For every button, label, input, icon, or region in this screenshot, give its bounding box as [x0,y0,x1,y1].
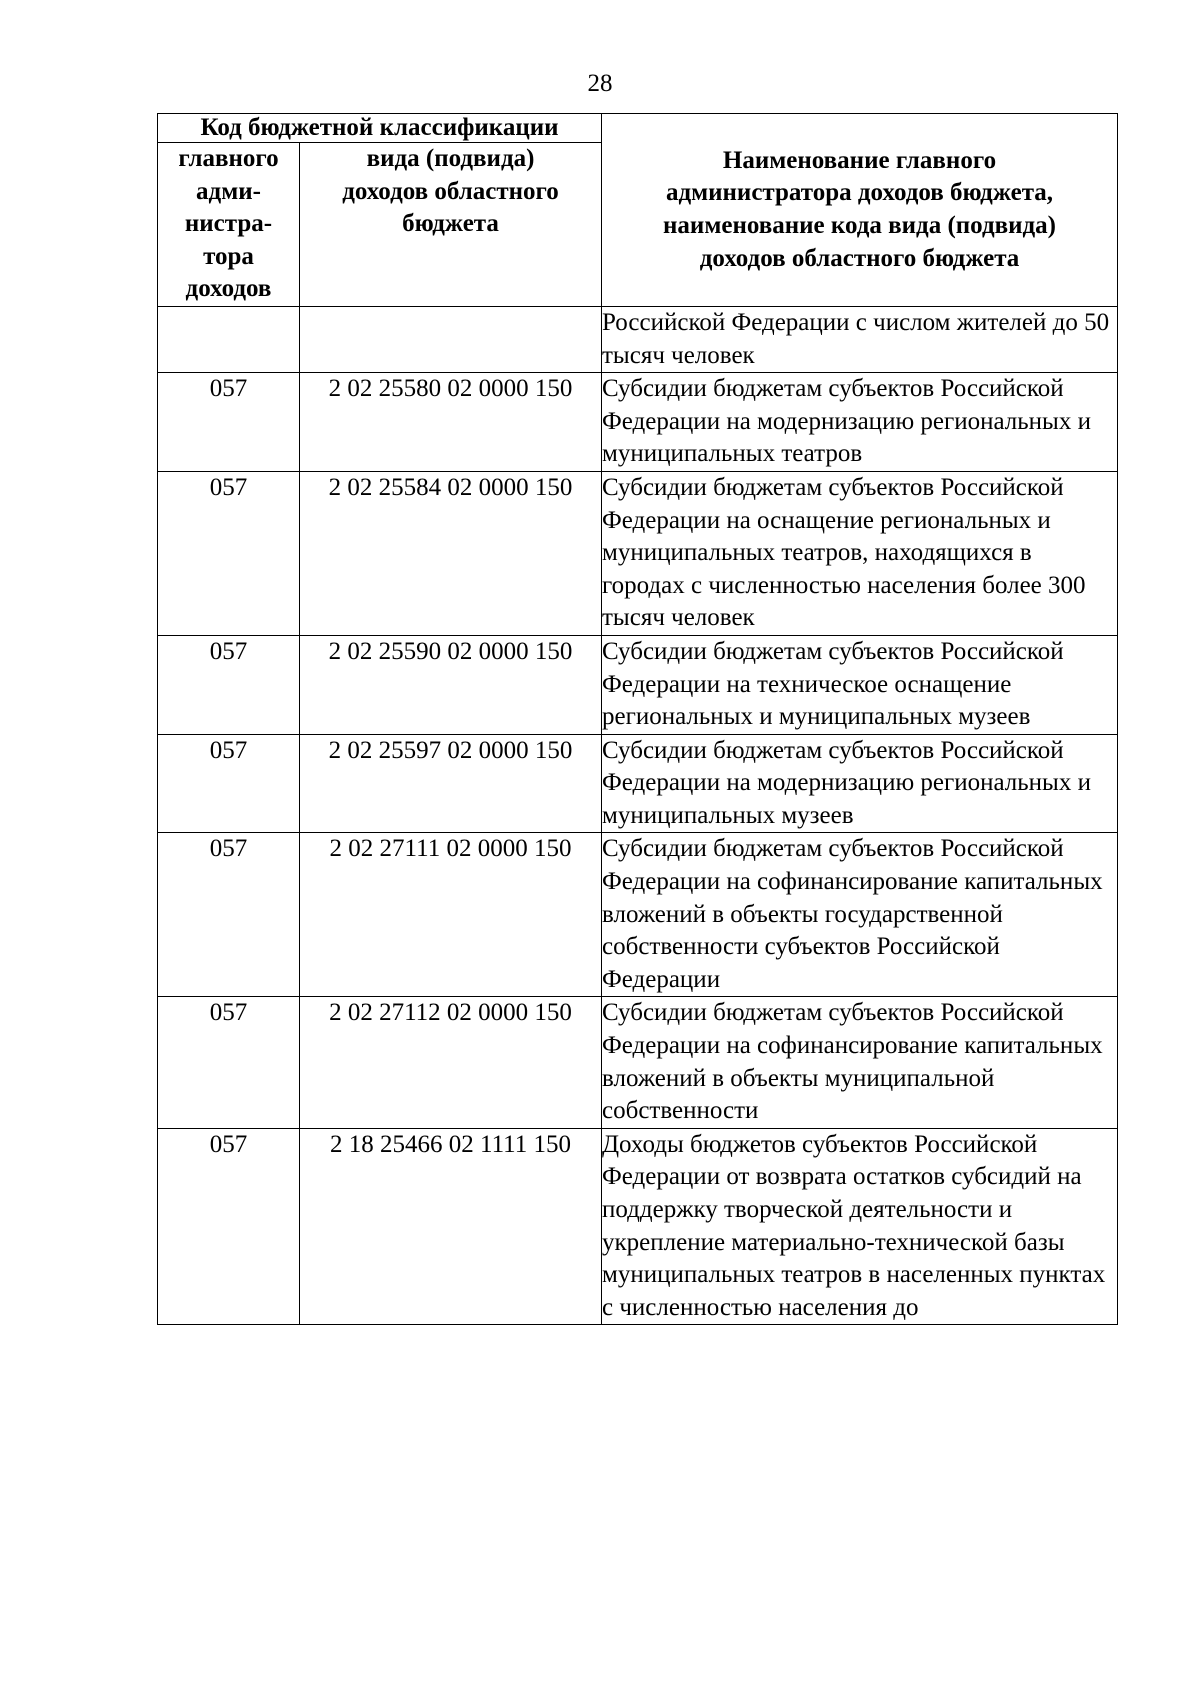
header-name-line: доходов областного бюджета [699,244,1020,272]
name-cell: Субсидии бюджетам субъектов Российской Федерации на оснащение региональных и муниципальных театров, находящихся в городах с численностью населения более 300 тысяч человек [602,471,1118,635]
name-cell: Субсидии бюджетам субъектов Российской Федерации на модернизацию региональных и муниципальных музеев [602,734,1118,833]
name-cell: Российской Федерации с числом жителей до 50 тысяч человек [602,306,1118,372]
table-row [158,306,1118,372]
header-kind-column [300,143,602,307]
admin-code-cell: 057 [158,833,300,997]
table-row [158,635,1118,734]
table-row [158,997,1118,1128]
table-row [158,373,1118,472]
admin-code-cell: 057 [158,1128,300,1325]
table-row [158,1128,1118,1325]
header-name-line: наименование кода вида (подвида) [663,211,1056,239]
admin-code-cell: 057 [158,635,300,734]
header-admin-column [158,143,300,307]
header-name-line: Наименование главного [722,146,997,174]
header-name-line: администратора доходов бюджета, [665,179,1054,207]
kind-code-cell: 2 02 25590 02 0000 150 [300,635,602,734]
table-row [158,734,1118,833]
header-row-group [158,114,1118,143]
budget-classification-table [157,113,1118,1325]
admin-code-cell [158,306,300,372]
admin-code-cell: 057 [158,734,300,833]
kind-code-cell: 2 02 25597 02 0000 150 [300,734,602,833]
page-number: 28 [587,70,613,97]
name-cell: Субсидии бюджетам субъектов Российской Федерации на техническое оснащение региональных и муниципальных музеев [602,635,1118,734]
header-kind-line: вида (подвида) [366,145,535,172]
header-admin-line: адми- [196,177,261,205]
header-budget-code-group: Код бюджетной классификации [158,114,602,143]
header-kind-line: бюджета [402,210,499,238]
header-name-column [602,114,1118,307]
kind-code-cell: 2 02 25584 02 0000 150 [300,471,602,635]
admin-code-cell: 057 [158,471,300,635]
header-admin-line: доходов [185,275,272,303]
name-cell: Субсидии бюджетам субъектов Российской Федерации на модернизацию региональных и муниципальных театров [602,373,1118,472]
kind-code-cell: 2 18 25466 02 1111 150 [300,1128,602,1325]
admin-code-cell: 057 [158,373,300,472]
admin-code-cell: 057 [158,997,300,1128]
name-cell: Субсидии бюджетам субъектов Российской Федерации на софинансирование капитальных вложений в объекты муниципальной собственности [602,997,1118,1128]
header-kind-line: доходов областного [342,177,559,205]
header-admin-line: тора [203,242,254,270]
name-cell: Субсидии бюджетам субъектов Российской Федерации на софинансирование капитальных вложений в объекты государственной собственности субъектов Российской Федерации [602,833,1118,997]
kind-code-cell: 2 02 27112 02 0000 150 [300,997,602,1128]
header-admin-line: главного [178,145,279,172]
kind-code-cell: 2 02 25580 02 0000 150 [300,373,602,472]
name-cell: Доходы бюджетов субъектов Российской Федерации от возврата остатков субсидий на поддержку творческой деятельности и укрепление материально-технической базы муниципальных театров в населенных пунктах с численностью населения до [602,1128,1118,1325]
table-row [158,471,1118,635]
header-admin-line: нистра- [184,210,273,238]
kind-code-cell: 2 02 27111 02 0000 150 [300,833,602,997]
table-row [158,833,1118,997]
kind-code-cell [300,306,602,372]
